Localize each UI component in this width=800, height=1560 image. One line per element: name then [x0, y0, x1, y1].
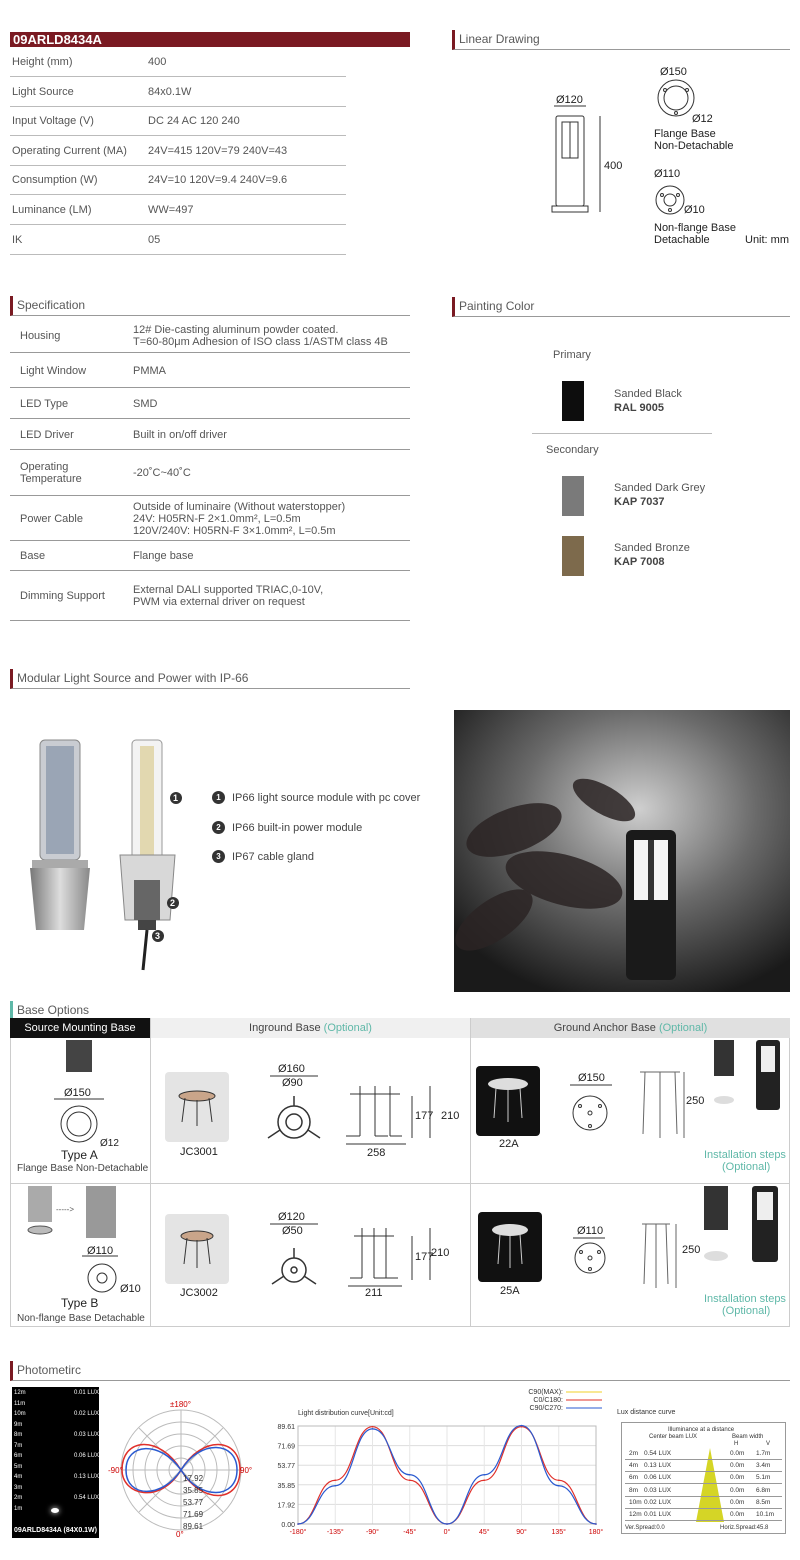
polar-right: 90° — [240, 1466, 253, 1475]
param-key: Height (mm) — [12, 56, 73, 68]
luxdist-h: 0.0m — [730, 1462, 745, 1470]
series-point — [595, 1523, 597, 1525]
series-point — [334, 1485, 336, 1487]
luxdist-distance: 2m — [629, 1450, 639, 1457]
dim-b-h210: 210 — [431, 1247, 450, 1259]
luxdist-distance: 6m — [629, 1474, 639, 1482]
param-value: 84x0.1W — [148, 85, 192, 98]
series-point — [558, 1479, 560, 1481]
dim-anchor-b-h250: 250 — [682, 1244, 701, 1256]
luxdist-distance: 8m — [629, 1486, 639, 1494]
param-value: 24V=415 120V=79 240V=43 — [148, 144, 288, 157]
flange-label-2: Non-Detachable — [654, 140, 734, 152]
spec-row — [10, 419, 410, 450]
luxdist-distance: 10m — [629, 1498, 642, 1506]
dim-d90: Ø90 — [282, 1077, 303, 1089]
lux-chart-panel — [12, 1387, 99, 1538]
nonflange-label-2: Detachable — [654, 234, 710, 246]
luxdist-v: 6.8m — [756, 1486, 771, 1494]
series-point — [372, 1426, 374, 1428]
section-title: Modular Light Source and Power with IP-66 — [17, 671, 249, 685]
series-point — [409, 1474, 411, 1476]
spec-key: LED Type — [20, 397, 69, 410]
x-tick-label: -135° — [326, 1529, 344, 1536]
lux-row-distance: 6m — [14, 1453, 23, 1459]
spec-value: Outside of luminaire (Without waterstopper) 24V: H05RN-F 2×1.0mm², L=0.5m 120V/240V: H05RN-F 3×1.0mm², L=0.5m — [133, 500, 346, 537]
dim-anchor-b-d110: Ø110 — [577, 1225, 604, 1237]
anchor-label: Ground Anchor Base — [553, 1022, 656, 1034]
swatch-bronze — [562, 536, 584, 576]
param-key: IK — [12, 233, 23, 246]
type-b-drawing — [10, 1184, 150, 1327]
tab-inground-base — [150, 1018, 470, 1038]
color-name-black: Sanded Black RAL 9005 — [614, 388, 682, 414]
dim-a-d12: Ø12 — [100, 1138, 119, 1149]
series-point — [521, 1425, 523, 1427]
x-tick-label: -90° — [366, 1529, 379, 1536]
param-value: 24V=10 120V=9.4 240V=9.6 — [148, 174, 288, 187]
dim-h400: 400 — [604, 160, 623, 172]
luxdist-v: 8.5m — [756, 1498, 771, 1506]
lux-row-value: 0.02 LUX — [74, 1411, 100, 1417]
y-tick-label: 0.00 — [281, 1522, 295, 1529]
module-cutaway — [120, 740, 175, 970]
feature-number-badge: 2 — [212, 821, 225, 834]
polar-ring-4: 71.69 — [183, 1510, 204, 1519]
anchor-b-spikes — [642, 1224, 676, 1288]
type-a-label: Type A — [61, 1148, 98, 1162]
anchor-optional: (Optional) — [658, 1022, 708, 1034]
tab-source-mounting-base: Source Mounting Base — [10, 1018, 150, 1038]
luxdist-lux: 0.54 LUX — [644, 1450, 672, 1457]
x-tick-label: 180° — [588, 1529, 604, 1536]
inground-b-drawing — [150, 1184, 470, 1327]
feature-text: IP66 light source module with pc cover — [232, 792, 421, 804]
inground-label: Inground Base — [249, 1022, 321, 1034]
secondary-label: Secondary — [546, 444, 599, 456]
unit-label: Unit: mm — [745, 234, 789, 246]
distribution-chart — [268, 1386, 610, 1542]
param-key: Consumption (W) — [12, 174, 98, 187]
param-value: 05 — [148, 233, 161, 246]
dim-d160: Ø160 — [278, 1063, 305, 1075]
luxdist-lux: 0.02 LUX — [644, 1498, 672, 1506]
dim-d120: Ø120 — [278, 1211, 305, 1223]
spec-key: LED Driver — [20, 428, 74, 441]
section-title: Base Options — [17, 1003, 90, 1017]
type-a-desc: Flange Base Non-Detachable — [17, 1163, 149, 1174]
install-steps-a-opt: (Optional) — [722, 1161, 771, 1173]
bollard-side-view — [552, 106, 600, 212]
nonflange-icon — [88, 1264, 116, 1292]
install-steps-b-illustration — [704, 1186, 778, 1262]
param-value: 400 — [148, 56, 167, 68]
luxdist-lux: 0.13 LUX — [644, 1462, 672, 1470]
lux-row-distance: 2m — [14, 1495, 23, 1501]
lux-row-distance: 12m — [14, 1390, 26, 1396]
lux-row-value: 0.13 LUX — [74, 1474, 100, 1480]
x-tick-label: 90° — [516, 1529, 527, 1536]
code-22a: 22A — [499, 1138, 519, 1150]
install-steps-b-opt: (Optional) — [722, 1305, 771, 1317]
svg-text:3: 3 — [155, 931, 161, 941]
spec-row — [10, 571, 410, 621]
nonflange-label-1: Non-flange Base — [654, 222, 736, 234]
ring-top-view — [268, 1096, 320, 1138]
lux-row-distance: 10m — [14, 1411, 26, 1417]
ambient-photo — [454, 710, 790, 992]
flange-icon — [61, 1106, 97, 1142]
param-row — [10, 107, 346, 136]
spec-value: 12# Die-casting aluminum powder coated. T=60-80μm Adhesion of ISO class 1/ASTM class 4B — [133, 323, 388, 348]
series-point — [372, 1428, 374, 1430]
lux-chart-caption: 09ARLD8434A (84X0.1W) — [14, 1527, 97, 1534]
spec-key: Operating Temperature — [20, 461, 82, 485]
dim-w211: 211 — [365, 1287, 383, 1299]
dim-d120: Ø120 — [556, 94, 583, 106]
code-25a: 25A — [500, 1285, 520, 1297]
lux-row-distance: 11m — [14, 1400, 26, 1407]
y-tick-label: 71.69 — [277, 1443, 295, 1451]
legend-label: C90(MAX): — [528, 1389, 563, 1396]
swatch-dark-grey — [562, 476, 584, 516]
series-point — [334, 1479, 336, 1481]
feature-text: IP67 cable gland — [232, 851, 314, 863]
install-steps-b: Installation steps — [704, 1293, 786, 1305]
dim-b-d110: Ø110 — [87, 1245, 114, 1257]
luxdist-title: Lux distance curve — [617, 1409, 676, 1416]
luxdist-head3: Beam width — [732, 1434, 764, 1440]
section-title: Specification — [17, 298, 86, 312]
lux-row-distance: 1m — [14, 1505, 23, 1512]
linear-drawing — [540, 60, 800, 250]
spec-row — [10, 450, 410, 496]
x-tick-label: 45° — [478, 1529, 490, 1536]
luxdist-h: 0.0m — [730, 1474, 745, 1482]
svg-text:2: 2 — [170, 898, 176, 908]
legend-label: C0/C180: — [533, 1397, 563, 1404]
jc3002-label: JC3002 — [180, 1287, 218, 1299]
polar-ring-2: 35.85 — [183, 1486, 204, 1495]
polar-left: -90° — [108, 1466, 123, 1475]
type-b-label: Type B — [61, 1296, 99, 1310]
spec-value: Built in on/off driver — [133, 428, 227, 441]
color-name-dark-grey: Sanded Dark Grey KAP 7037 — [614, 482, 706, 508]
type-a-drawing — [10, 1038, 150, 1183]
luxdist-lux: 0.03 LUX — [644, 1486, 672, 1494]
y-tick-label: 53.77 — [277, 1463, 295, 1471]
spec-key: Dimming Support — [20, 590, 105, 602]
feature-number-badge: 3 — [212, 850, 225, 863]
param-row — [10, 166, 346, 195]
lux-chart-spot — [51, 1508, 59, 1513]
dim-d10: Ø10 — [684, 204, 705, 216]
param-value: WW=497 — [148, 204, 194, 216]
section-photometric — [10, 1361, 790, 1381]
spec-key: Light Window — [20, 364, 87, 377]
lux-row-value: 0.01 LUX — [74, 1390, 100, 1396]
spec-value: SMD — [133, 397, 158, 410]
polar-bottom: 0° — [176, 1530, 184, 1539]
section-title: Painting Color — [459, 299, 535, 313]
luxdist-lux: 0.06 LUX — [644, 1474, 672, 1482]
luxdist-v: 10.1m — [756, 1511, 775, 1518]
section-painting-color — [452, 297, 790, 317]
spec-value: -20˚C~40˚C — [133, 467, 191, 479]
luxdist-hh: H — [734, 1441, 739, 1447]
polar-ring-5: 89.61 — [183, 1522, 204, 1531]
section-linear-drawing — [452, 30, 790, 50]
luxdist-row-line — [625, 1459, 782, 1460]
spec-row — [10, 496, 410, 541]
luxdist-v: 5.1m — [756, 1474, 771, 1482]
lux-row-value: 0.54 LUX — [74, 1495, 100, 1501]
modular-product-illustration — [10, 730, 200, 975]
dim-a-h177: 177 — [415, 1110, 434, 1122]
param-value: DC 24 AC 120 240 — [148, 115, 240, 128]
install-steps-a: Installation steps — [704, 1149, 786, 1161]
anchor-b-drawing — [470, 1184, 790, 1327]
dim-d150: Ø150 — [660, 66, 687, 78]
param-key: Light Source — [12, 85, 74, 98]
param-key: Operating Current (MA) — [12, 144, 127, 157]
luxdist-hspread: Horiz.Spread:45.8 — [720, 1525, 769, 1531]
lux-row-distance: 4m — [14, 1474, 23, 1480]
anchor-spikes — [640, 1072, 684, 1138]
luxdist-row-line — [625, 1520, 782, 1521]
param-row — [10, 226, 346, 255]
param-row — [10, 137, 346, 166]
x-tick-label: -45° — [403, 1529, 417, 1536]
param-key: Input Voltage (V) — [12, 115, 94, 128]
section-title: Photometirc — [17, 1363, 82, 1377]
series-point — [558, 1485, 560, 1487]
svg-text:----->: -----> — [56, 1205, 74, 1214]
x-tick-label: 135° — [551, 1529, 566, 1536]
series-point — [483, 1479, 485, 1481]
spec-key: Housing — [20, 329, 61, 342]
feature-number-badge: 1 — [212, 791, 225, 804]
luxdist-h: 0.0m — [730, 1450, 745, 1457]
lux-row-value: 0.06 LUX — [74, 1453, 100, 1459]
series-point — [483, 1474, 485, 1476]
section-specification — [10, 296, 410, 316]
param-key: Luminance (LM) — [12, 204, 92, 216]
luxdist-row-line — [625, 1483, 782, 1484]
series-point — [297, 1523, 299, 1525]
spec-row — [10, 541, 410, 571]
luxdist-head2: Center beam LUX — [649, 1434, 698, 1440]
spec-row — [10, 388, 410, 419]
x-tick-label: 0° — [443, 1529, 451, 1536]
anchor-plate-top — [573, 1096, 607, 1130]
color-name-bronze: Sanded Bronze KAP 7008 — [614, 542, 690, 568]
y-tick-label: 35.85 — [277, 1482, 295, 1490]
section-modular — [10, 669, 410, 689]
spec-row — [10, 353, 410, 388]
lux-row-value: 0.03 LUX — [74, 1432, 100, 1438]
series-point — [409, 1479, 411, 1481]
dim-w258: 258 — [367, 1147, 386, 1159]
dim-d12: Ø12 — [692, 113, 713, 125]
luxdist-v: 1.7m — [756, 1450, 771, 1457]
dim-a-h210: 210 — [441, 1110, 460, 1122]
series-point — [446, 1523, 448, 1525]
luxdist-h: 0.0m — [730, 1486, 745, 1494]
lux-row-distance: 8m — [14, 1432, 23, 1438]
svg-text:1: 1 — [173, 793, 179, 803]
dim-a-d150: Ø150 — [64, 1087, 91, 1099]
polar-top: ±180° — [170, 1400, 191, 1409]
luxdist-row-line — [625, 1471, 782, 1472]
flange-label-1: Flange Base — [654, 128, 716, 140]
section-title: Linear Drawing — [459, 32, 540, 46]
y-tick-label: 89.61 — [277, 1424, 295, 1431]
lux-row-distance: 5m — [14, 1463, 23, 1470]
polar-ring-1: 17.92 — [183, 1474, 204, 1483]
lux-row-distance: 3m — [14, 1484, 23, 1491]
luxdist-h: 0.0m — [730, 1511, 745, 1518]
spec-row — [10, 318, 410, 353]
luxdist-vspread: Ver.Spread:0.0 — [625, 1525, 665, 1531]
spec-value: PMMA — [133, 364, 166, 377]
luxdist-row-line — [625, 1508, 782, 1509]
luxdist-lux: 0.01 LUX — [644, 1511, 672, 1518]
dim-b-h177: 177 — [415, 1251, 434, 1263]
model-title: 09ARLD8434A — [13, 32, 102, 47]
dim-d110: Ø110 — [654, 168, 681, 180]
x-tick-label: -180° — [289, 1529, 307, 1536]
inground-a-drawing — [150, 1038, 470, 1183]
param-row — [10, 48, 346, 77]
swatch-black — [562, 381, 584, 421]
type-b-desc: Non-flange Base Detachable — [17, 1313, 145, 1324]
spec-value: External DALI supported TRIAC,0-10V, PWM via external driver on request — [133, 584, 324, 608]
lux-row-distance: 7m — [14, 1442, 23, 1449]
anchor-b-plate-top — [575, 1243, 605, 1273]
y-tick-label: 17.92 — [277, 1502, 295, 1510]
dim-d50: Ø50 — [282, 1225, 303, 1237]
lux-row-distance: 9m — [14, 1421, 23, 1428]
luxdist-hv: V — [766, 1441, 771, 1447]
dim-b-d10: Ø10 — [120, 1283, 141, 1295]
luxdist-row-line — [625, 1496, 782, 1497]
luxdist-v: 3.4m — [756, 1462, 771, 1470]
luxdist-h: 0.0m — [730, 1498, 745, 1506]
jc3001-label: JC3001 — [180, 1146, 218, 1158]
dist-title: Light distribution curve[Unit:cd] — [298, 1410, 394, 1417]
luxdist-distance: 4m — [629, 1462, 639, 1470]
inground-optional: (Optional) — [323, 1022, 372, 1034]
spec-value: Flange base — [133, 550, 194, 562]
nonflange-base-icon — [656, 186, 684, 214]
anchor-a-drawing — [470, 1038, 790, 1183]
dim-anchor-h250: 250 — [686, 1095, 705, 1107]
spec-key: Base — [20, 550, 46, 562]
polar-chart — [110, 1395, 260, 1545]
feature-text: IP66 built-in power module — [232, 821, 363, 834]
dim-anchor-d150: Ø150 — [578, 1072, 605, 1084]
tab-ground-anchor-base — [470, 1018, 790, 1038]
luxdist-head1: Illuminance at a distance — [668, 1427, 735, 1433]
ring-b-top-view — [272, 1248, 316, 1284]
bollard-in-scene — [626, 830, 676, 980]
param-row — [10, 78, 346, 107]
polar-ring-3: 53.77 — [183, 1498, 204, 1507]
param-row — [10, 196, 346, 225]
legend-label: C90/C270: — [529, 1405, 563, 1412]
primary-label: Primary — [553, 349, 591, 361]
luxdist-distance: 12m — [629, 1511, 642, 1518]
led-module-photo — [30, 740, 90, 930]
spec-key: Power Cable — [20, 512, 83, 525]
install-steps-illustration — [714, 1040, 780, 1110]
flange-base-icon — [658, 80, 694, 116]
color-divider — [532, 433, 712, 434]
